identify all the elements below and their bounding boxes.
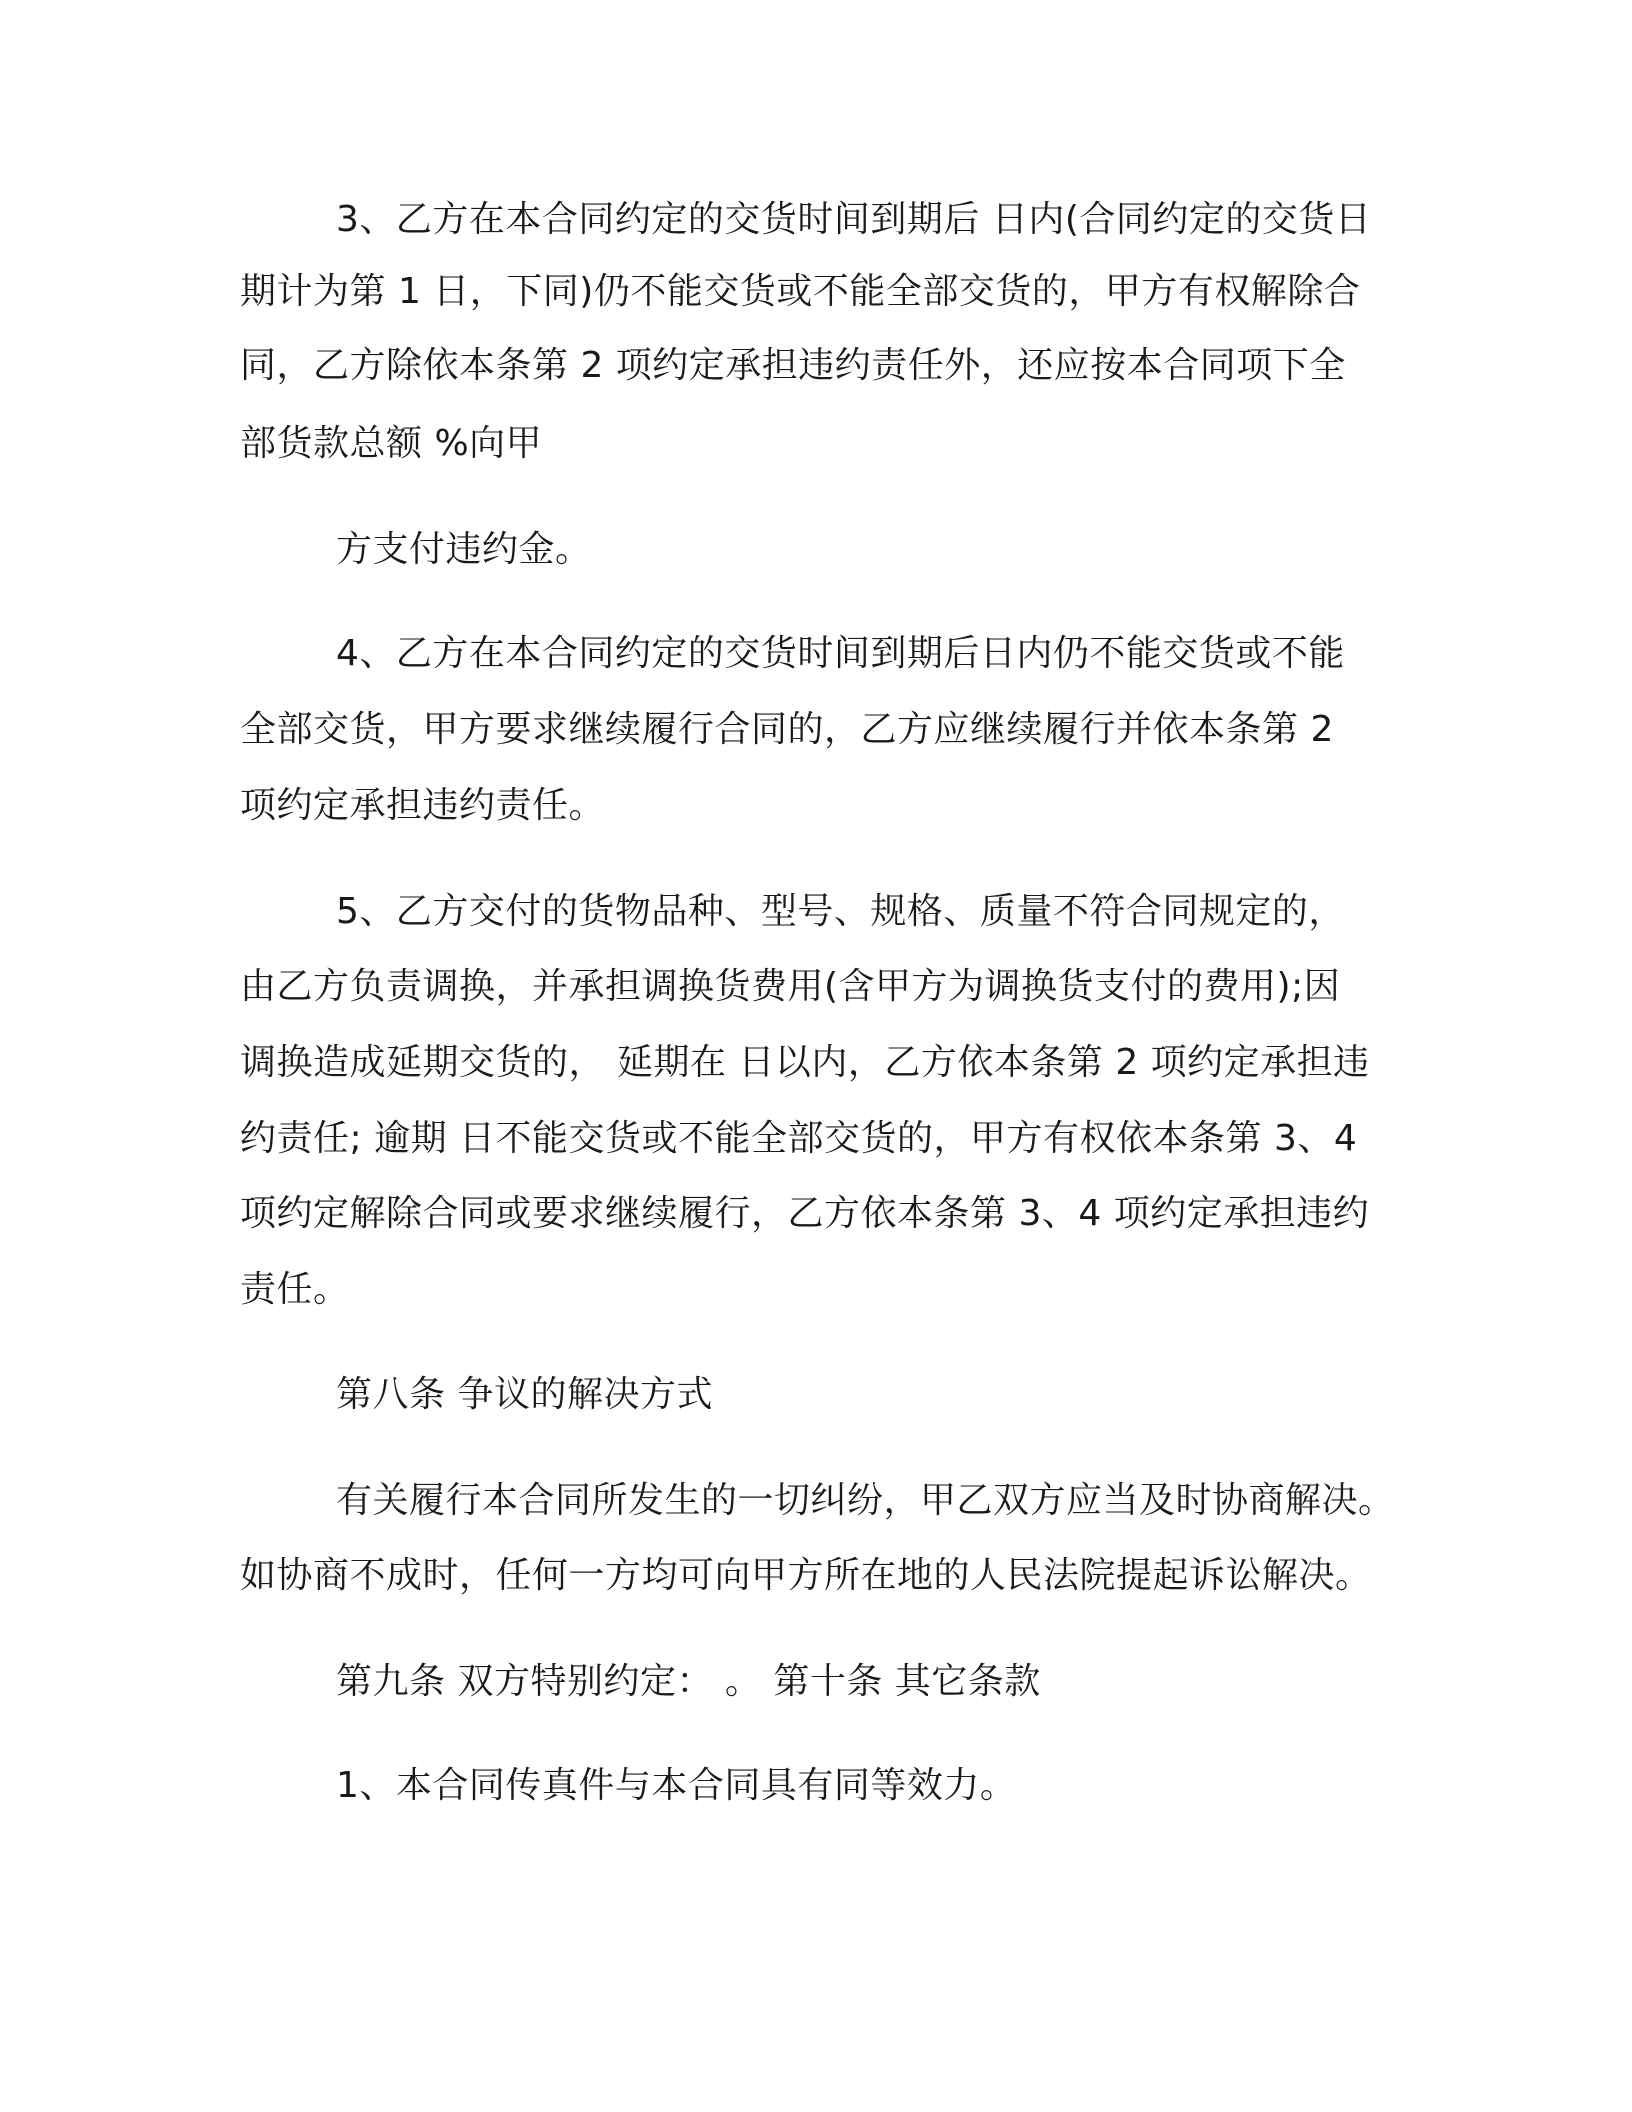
clause5-line-2: 由乙方负责调换，并承担调换货费用(含甲方为调换货支付的费用);因 — [240, 966, 1341, 1007]
article8-heading: 第八条 争议的解决方式 — [336, 1374, 713, 1415]
clause3-line-5: 方支付违约金。 — [336, 529, 592, 570]
clause4-line-3: 项约定承担违约责任。 — [240, 785, 606, 826]
article8-line-1: 有关履行本合同所发生的一切纠纷，甲乙双方应当及时协商解决。 — [336, 1480, 1395, 1521]
article8-line-2: 如协商不成时，任何一方均可向甲方所在地的人民法院提起诉讼解决。 — [240, 1555, 1372, 1596]
clause3-line-1: 3、乙方在本合同约定的交货时间到期后 日内(合同约定的交货日 — [336, 199, 1372, 240]
clause5-line-4: 约责任; 逾期 日不能交货或不能全部交货的，甲方有权依本条第 3、4 — [240, 1118, 1358, 1159]
article9-heading: 第九条 双方特别约定： 。 第十条 其它条款 — [336, 1661, 1041, 1702]
clause5-line-6: 责任。 — [240, 1269, 350, 1310]
clause3-line-4: 部货款总额 %向甲 — [240, 423, 543, 464]
clause5-line-5: 项约定解除合同或要求继续履行，乙方依本条第 3、4 项约定承担违约 — [240, 1193, 1370, 1234]
clause5-line-1: 5、乙方交付的货物品种、型号、规格、质量不符合同规定的， — [336, 891, 1345, 932]
article10-line-1: 1、本合同传真件与本合同具有同等效力。 — [336, 1765, 1017, 1806]
clause4-line-2: 全部交货，甲方要求继续履行合同的，乙方应继续履行并依本条第 2 — [240, 709, 1334, 750]
clause3-line-2: 期计为第 1 日，下同)仍不能交货或不能全部交货的，甲方有权解除合 — [240, 271, 1361, 312]
clause5-line-3: 调换造成延期交货的， 延期在 日以内，乙方依本条第 2 项约定承担违 — [240, 1042, 1370, 1083]
clause4-line-1: 4、乙方在本合同约定的交货时间到期后日内仍不能交货或不能 — [336, 633, 1345, 674]
clause3-line-3: 同，乙方除依本条第 2 项约定承担违约责任外，还应按本合同项下全 — [240, 345, 1346, 386]
